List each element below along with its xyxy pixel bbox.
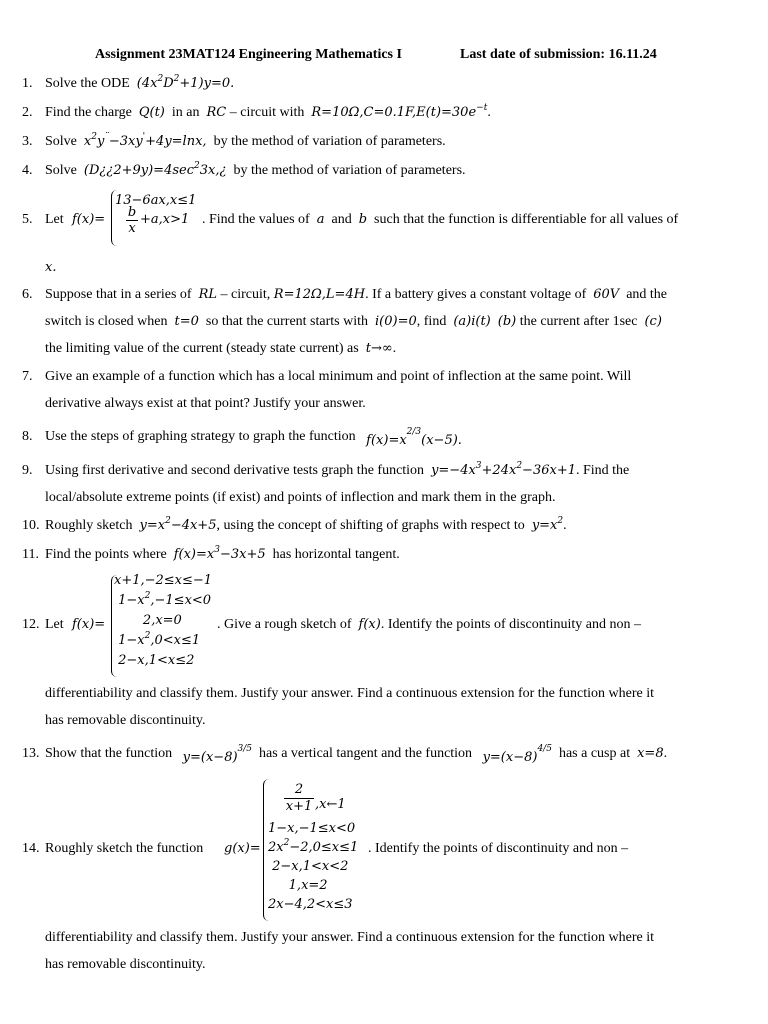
submission-date: Last date of submission: 16.11.24: [460, 47, 657, 62]
assignment-title: Assignment 23MAT124 Engineering Mathematics I: [95, 47, 402, 62]
assignment-page: Assignment 23MAT124 Engineering Mathematics I Last date of submission: 16.11.24 1. Solve the ODE $(4x^2D^2+1)y=0$. 2. Find the charge Q(t) in an RC – circuit with $R=10\Omega,C=0.1F,E(t)=30e^{-t}$. 3. Solve $x^2y^¨-3xy'+4y=\ln x$, by the method of variation of parameters. 4. Solve $(D¿¿2+9y)=4\sec^23x,¿$ by the method of variation of parameters. 5. Let f(x)= 13−6ax,x≤1 b x +a,x>1 . Find the values of a and b such that the function is differentiable for all values of x. 6. Suppose that in a series of RL – circuit, R=12Ω,L=4H. If a battery gives a constant voltage of 60V and the switch is closed when t=0 so that the current starts with i(0)=0, find (a)i(t) (b) the current after 1sec (c) the limiting value of the current (steady state current) as t→∞. 7. Give an example of a function which has a local minimum and point of inflection at the same point. Will derivative always exist at that point? Justify your answer. 8. Use the steps of graphing strategy to graph the function $f(x)=x^{2/3}(x-5)$. 9. Using first derivative and second derivative tests graph the function $y=-4x^3+24x^2-36x+1$. Find the local/absolute extreme points (if exist) and points of inflection and mark them in the graph. 10. Roughly sketch $y=x^2-4x+5$, using the concept of shifting of graphs with respect to $y=x^2$. 11. Find the points where $f(x)=x^3-3x+5$ has horizontal tangent. 12. Let f(x)= x+1,−2≤x≤−1 $1-x^2,-1\le x<0$ 2,x=0 $1-x^2,0<x\le 1$ 2−x,1<x≤2 . Give a rough sketch of f(x). Identify the points of discontinuity and non – differentiability and classify them. Justify your answer. Find a continuous extension for the function where it has removable discontinuity. 13. Show that the function $y=(x-8)^{3/5}$ has a vertical tangent and the function $y=(x-8)^{4/5}$ has a cusp at x=8. 14. Roughly sketch the function g(x)= 2 x+1 ,x←1 1−x,−1≤x<0 $2x^2-2,0\le x\le 1$ 2−x,1<x<2 1,x=2 2x−4,2<x≤3 . Identify the points of discontinuity and non – differentiability and classify them. Justify your answer. Find a continuous extension for the function where it has removable discontinuity.: [22, 47, 679, 972]
